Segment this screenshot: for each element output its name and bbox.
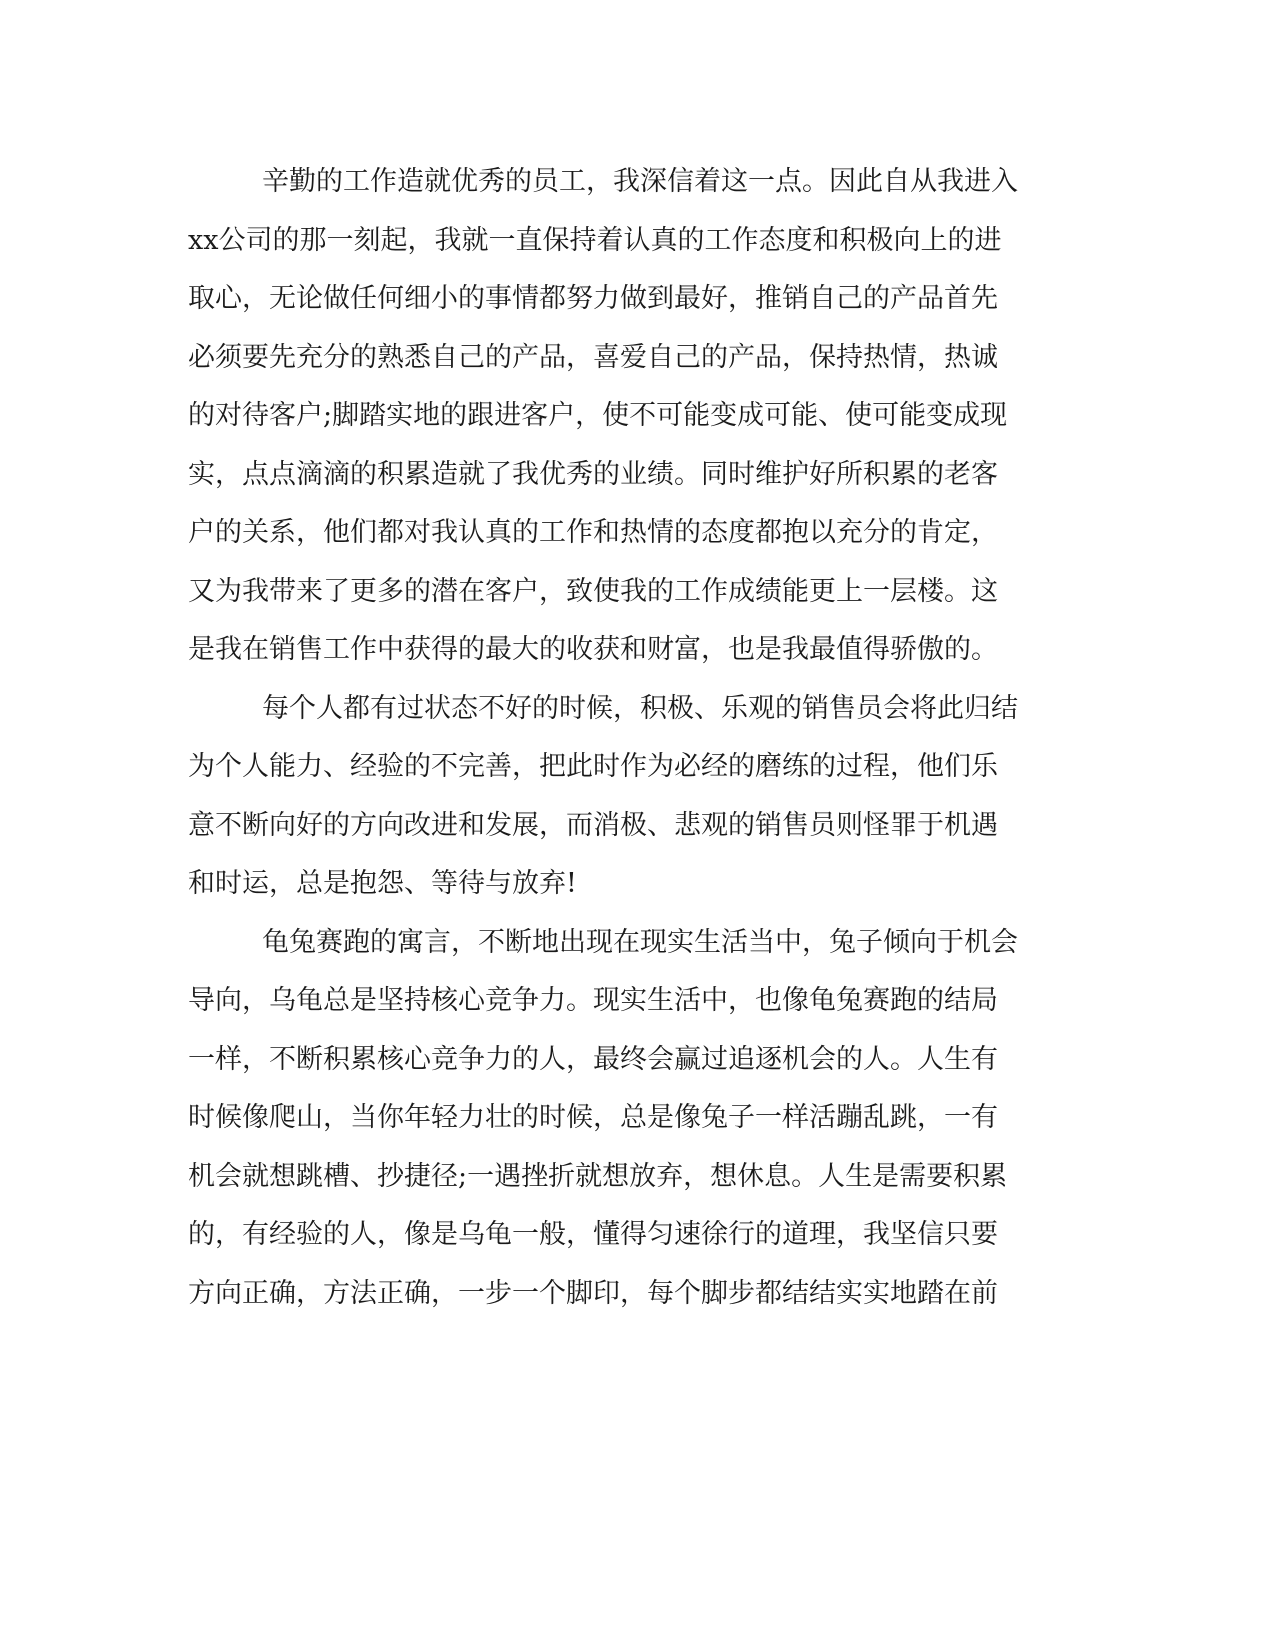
paragraph-1-line-6: 实，点点滴滴的积累造就了我优秀的业绩。同时维护好所积累的老客 — [188, 459, 998, 490]
paragraph-3-line-7: 方向正确，方法正确，一步一个脚印，每个脚步都结结实实地踏在前 — [188, 1278, 998, 1309]
paragraph-3-line-1: 龟兔赛跑的寓言，不断地出现在现实生活当中，兔子倾向于机会 — [262, 927, 1018, 958]
paragraph-1-line-2: xx公司的那一刻起，我就一直保持着认真的工作态度和积极向上的进 — [188, 225, 1002, 256]
paragraph-2-line-2: 为个人能力、经验的不完善，把此时作为必经的磨练的过程，他们乐 — [188, 751, 998, 782]
paragraph-1-line-8: 又为我带来了更多的潜在客户，致使我的工作成绩能更上一层楼。这 — [188, 576, 998, 607]
paragraph-1-line-7: 户的关系，他们都对我认真的工作和热情的态度都抱以充分的肯定， — [188, 517, 998, 548]
paragraph-3-line-6: 的，有经验的人，像是乌龟一般，懂得匀速徐行的道理，我坚信只要 — [188, 1219, 998, 1250]
paragraph-3-line-5: 机会就想跳槽、抄捷径;一遇挫折就想放弃，想休息。人生是需要积累 — [188, 1161, 1008, 1192]
paragraph-2-line-1: 每个人都有过状态不好的时候，积极、乐观的销售员会将此归结 — [262, 693, 1018, 724]
paragraph-1-line-3: 取心，无论做任何细小的事情都努力做到最好，推销自己的产品首先 — [188, 283, 998, 314]
paragraph-1-line-9: 是我在销售工作中获得的最大的收获和财富，也是我最值得骄傲的。 — [188, 634, 998, 665]
paragraph-1-line-1: 辛勤的工作造就优秀的员工，我深信着这一点。因此自从我进入 — [262, 166, 1018, 197]
paragraph-3-line-4: 时候像爬山，当你年轻力壮的时候，总是像兔子一样活蹦乱跳，一有 — [188, 1102, 998, 1133]
paragraph-3-line-3: 一样，不断积累核心竞争力的人，最终会赢过追逐机会的人。人生有 — [188, 1044, 998, 1075]
paragraph-2-line-3: 意不断向好的方向改进和发展，而消极、悲观的销售员则怪罪于机遇 — [188, 810, 998, 841]
paragraph-1-line-4: 必须要先充分的熟悉自己的产品，喜爱自己的产品，保持热情，热诚 — [188, 342, 998, 373]
paragraph-2-line-4: 和时运，总是抱怨、等待与放弃! — [188, 868, 577, 899]
paragraph-1-line-5: 的对待客户;脚踏实地的跟进客户，使不可能变成可能、使可能变成现 — [188, 400, 1008, 431]
paragraph-3-line-2: 导向，乌龟总是坚持核心竞争力。现实生活中，也像龟兔赛跑的结局 — [188, 985, 998, 1016]
